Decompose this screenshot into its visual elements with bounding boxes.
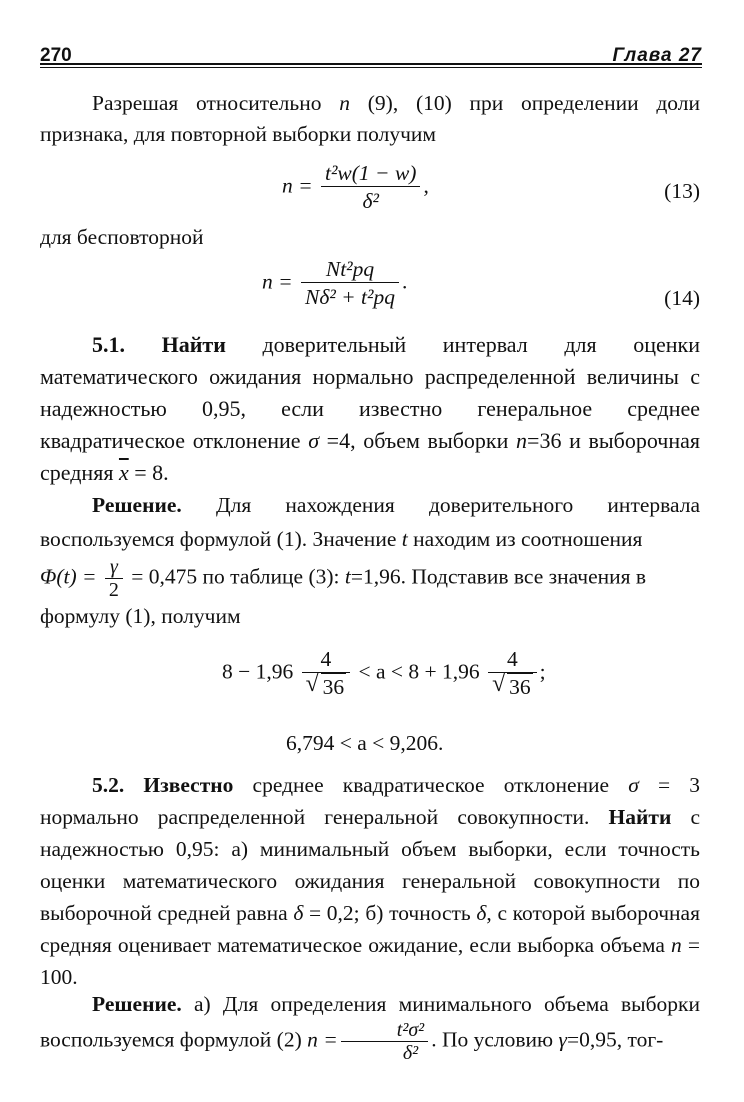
denominator <box>488 672 537 701</box>
punctuation: ; <box>539 659 546 684</box>
text-span: = 3 нормально распределенной генеральной совокупности. <box>40 773 700 829</box>
denominator: δ² <box>321 186 420 215</box>
punctuation: . <box>401 269 408 294</box>
inequality-2: 6,794 < a < 9,206. <box>286 731 444 755</box>
numerator: t²w(1 − w) <box>325 161 417 185</box>
var-t: t <box>344 564 351 589</box>
chapter-title: Глава 27 <box>612 45 702 66</box>
text-span: = 8. <box>128 460 169 485</box>
ineq-left: 8 − 1,96 <box>222 659 294 684</box>
header-rule <box>40 63 702 65</box>
text-span: . По условию <box>431 1027 559 1052</box>
solution-5-2 <box>40 989 700 1064</box>
page-header <box>40 36 702 66</box>
header-rule-thin <box>40 67 702 68</box>
punctuation: , <box>423 173 429 198</box>
equation-lhs: n = <box>282 173 313 198</box>
numerator: Nt²pq <box>325 257 375 281</box>
solution-5-1-part1 <box>40 488 700 556</box>
text-span: (9), (10) при определении доли признака, для повторной выборки получим <box>40 91 700 146</box>
var-n: n <box>339 91 350 115</box>
var-delta: δ <box>476 901 487 925</box>
var-gamma: γ <box>558 1027 567 1052</box>
text-span: Разрешая относительно <box>92 91 340 115</box>
numerator: 4 <box>320 647 332 671</box>
equation-14 <box>262 256 407 311</box>
text-span: находим из соотношения <box>407 527 643 551</box>
var-sigma: σ <box>628 773 639 797</box>
fraction <box>341 1019 428 1064</box>
var-t: t <box>401 527 408 551</box>
phi-expression: Φ(t) = <box>40 564 97 589</box>
denominator: Nδ² + t²pq <box>301 282 399 311</box>
equation-13 <box>282 160 429 215</box>
fraction <box>302 646 351 701</box>
text-span: среднее квадратическое отклонение <box>233 773 629 797</box>
fraction <box>488 646 537 701</box>
fraction <box>301 256 399 311</box>
text-span: доверительный интервал для оценки математического ожидания нормально распределенной величины с надежностью 0,95, если известно генеральное среднее квадратическое отклонение <box>40 332 700 453</box>
text-span: , с которой выборочная средняя оценивает математическое ожидание, если выборка объема <box>40 901 700 957</box>
radicand: 36 <box>322 675 345 699</box>
text-span: = 100. <box>40 933 700 989</box>
text-span: =1,96. Подставив все значения в формулу (1), получим <box>40 564 647 628</box>
problem-label: Найти <box>608 805 672 829</box>
problem-label: 5.1. Найти <box>92 332 226 357</box>
numerator: t²σ² <box>396 1019 425 1041</box>
var-xbar: $\overline{x}$ <box>118 460 129 485</box>
problem-label: 5.2. Известно <box>92 773 234 797</box>
paragraph-intro <box>40 88 700 150</box>
text-span: а) Для определения минимального объема выборки воспользуемся формулой (2) <box>40 992 700 1052</box>
problem-5-2 <box>40 769 700 993</box>
inequality-1 <box>222 646 546 701</box>
text-span: =36 и выборочная средняя <box>40 428 700 485</box>
var-n: n <box>516 428 528 453</box>
solution-label: Решение. <box>92 992 182 1016</box>
fraction <box>105 556 123 601</box>
equation-number-13: (13) <box>664 179 700 203</box>
denominator: 2 <box>105 578 123 601</box>
text-span: =4, объем выборки <box>319 428 517 453</box>
solution-5-1-phi-line <box>40 556 700 632</box>
fraction <box>321 160 420 215</box>
page-number: 270 <box>40 45 72 66</box>
text-span: = 0,475 по таблице (3): <box>125 564 345 589</box>
text-span: = 0,2; б) точность <box>303 901 477 925</box>
denominator: δ² <box>341 1041 428 1064</box>
sqrt <box>492 673 533 701</box>
var-delta: δ <box>293 901 304 925</box>
equation-lhs: n = <box>262 269 293 294</box>
var-sigma: σ <box>308 428 320 453</box>
radical-sign: √ <box>305 671 319 697</box>
text-span: Для нахождения доверительного интервала воспользуемся формулой (1). Значение <box>40 493 700 551</box>
equation-lhs: n = <box>307 1027 338 1052</box>
problem-5-1 <box>40 329 700 489</box>
text-span: с надежностью 0,95: а) минимальный объем выборки, если точность оценки математического ожидания генеральной совокупности по выборочной средней равна <box>40 805 700 925</box>
solution-label: Решение. <box>92 493 182 517</box>
denominator <box>302 672 351 701</box>
text-span: =0,95, тог- <box>566 1027 664 1052</box>
paragraph-nonrepeat: для бесповторной <box>40 225 204 249</box>
var-n: n <box>671 933 682 957</box>
radical-sign: √ <box>492 671 506 697</box>
numerator: γ <box>109 556 118 578</box>
ineq-middle: < a < 8 + 1,96 <box>358 659 480 684</box>
numerator: 4 <box>506 647 518 671</box>
radicand: 36 <box>509 675 531 699</box>
sqrt <box>306 673 347 701</box>
equation-number-14: (14) <box>664 286 700 310</box>
